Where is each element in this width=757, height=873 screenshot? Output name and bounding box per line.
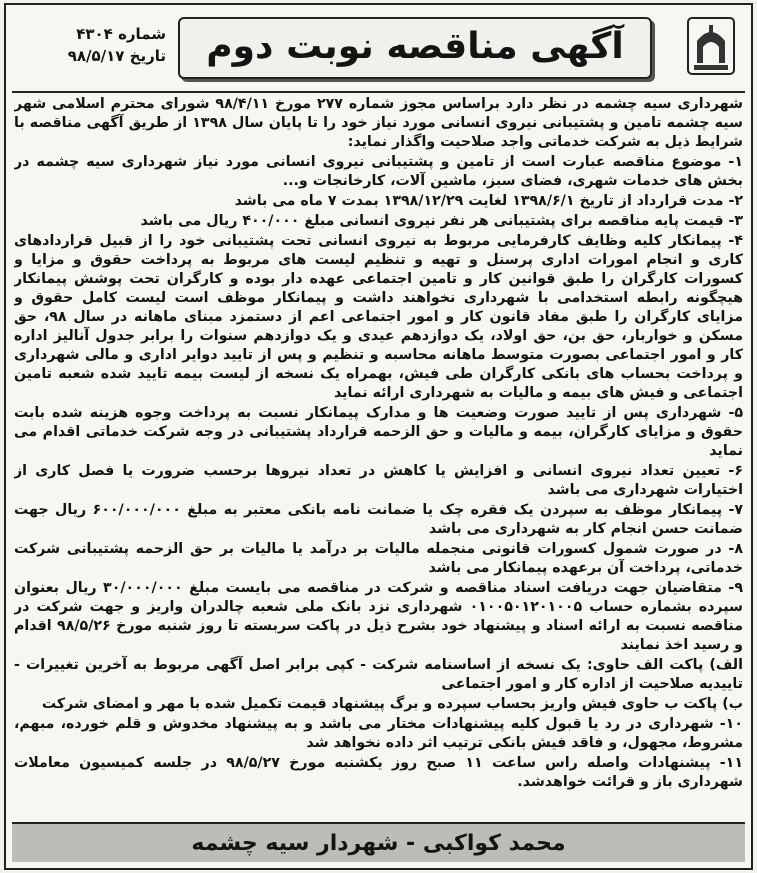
notice-meta: [16, 23, 166, 67]
notice-frame: [4, 3, 753, 870]
title-box: [178, 17, 652, 79]
clause-5: ۵- شهرداری پس از تایید صورت وضعیت ها و مدارک پیمانکار نسبت به پرداخت وجوه هزینه شده بابت حقوق و مزایای کارگران، بیمه و مالیات و حق الزحمه قرارداد پشتیبانی در وجه شرکت خدماتی اقدام می نماید: [14, 405, 743, 459]
clause-10: ۱۰- شهرداری در رد یا قبول کلیه پیشنهادات مختار می باشد و به پیشنهاد مخدوش و قلم خورده، مبهم، مشروط، مجهول، و فاقد فیش بانکی ترتیب اثر داده نخواهد شد: [14, 716, 743, 751]
signature-bar: [12, 822, 745, 862]
clause-2: ۲- مدت قرارداد از تاریخ ۱۳۹۸/۶/۱ لغایت ۱۳۹۸/۱۲/۲۹ بمدت ۷ ماه می باشد: [234, 193, 743, 209]
clause-7: ۷- پیمانکار موظف به سپردن یک فقره چک یا ضمانت نامه بانکی معتبر به مبلغ ۶۰۰/۰۰۰/۰۰۰ ریال جهت ضمانت حسن انجام کار به شهرداری می باشد: [14, 502, 743, 537]
notice-title: آگهی مناقصه نوبت دوم: [206, 26, 624, 67]
clause-4: ۴- پیمانکار کلیه وظایف کارفرمایی مربوط به نیروی انسانی تحت پشتیبانی خود را از قبیل قراردادهای کاری و انجام امورات اداری پرسنل و تهیه و تنظیم لیست های مربوط به پرداخت حقوق و مزایا و کسورات کارگران را طبق قوانین کار و تامین اجتماعی عهده دار بوده و کارگران تحت پوشش پیمانکار هیچگونه رابطه استخدامی با شهرداری نخواهند داشت و پیمانکار موظف است لیست کامل حقوق و مزایای کارگران را طبق مفاد قانون کار و امور اجتماعی اعم از دستمزد مبنای ماهانه در سال ۹۸، حق مسکن و خواربار، حق بن، حق اولاد، یک دوازدهم عیدی و یک دوازدهم سنوات را برابر جدول آنالیز اداره کار و امور اجتماعی بصورت متوسط ماهانه محاسبه و تنظیم و پس از تایید دوایر اداری و مالی شهرداری و پرداخت بحساب های بانکی کارگران طی فیش، بهمراه یک نسخه از لیست بیمه تایید شده شعبه تامین اجتماعی و فیش های بیمه و مالیات به شهرداری ارائه نماید: [14, 233, 743, 401]
clause-11: ۱۱- پیشنهادات واصله راس ساعت ۱۱ صبح روز یکشنبه مورخ ۹۸/۵/۲۷ در جلسه کمیسیون معاملات شهرداری باز و قرائت خواهدشد.: [14, 755, 743, 790]
clause-8: ۸- در صورت شمول کسورات قانونی منجمله مالیات بر درآمد یا مالیات بر حق الزحمه پشتیبانی شرکت خدماتی، پرداخت آن برعهده پیمانکار می باشد: [14, 541, 743, 576]
clause-3: ۳- قیمت پایه مناقصه برای پشتیبانی هر نفر نیروی انسانی مبلغ ۴۰۰/۰۰۰ ریال می باشد: [140, 213, 743, 229]
notice-header: [6, 5, 751, 87]
clause-be: ب) پاکت ب حاوی فیش واریز بحساب سپرده و برگ پیشنهاد قیمت تکمیل شده با مهر و امضای شرکت: [41, 696, 743, 712]
clause-1: ۱- موضوع مناقصه عبارت است از تامین و پشتیبانی نیروی انسانی مورد نیاز شهرداری سیه چشمه در بخش های خدمات شهری، فضای سبز، ماشین آلات، کارخانجات و...: [14, 154, 743, 189]
header-divider: [12, 91, 745, 93]
notice-date: تاریخ ۹۸/۵/۱۷: [67, 47, 166, 65]
notice-body: [14, 95, 743, 821]
intro-paragraph: شهرداری سیه چشمه در نظر دارد براساس مجوز شماره ۲۷۷ مورخ ۹۸/۴/۱۱ شورای محترم اسلامی شهر سیه چشمه تامین و پشتیبانی نیروی انسانی مورد نیاز خود را تا پایان سال ۱۳۹۸ از طریق آگهی مناقصه با شرایط ذیل به شرکت خدماتی واجد صلاحیت واگذار نماید:: [14, 96, 743, 150]
clause-9: ۹- متقاضیان جهت دریافت اسناد مناقصه و شرکت در مناقصه می بایست مبلغ ۳۰/۰۰۰/۰۰۰ ریال بعنوان سپرده بشماره حساب ۰۱۰۰۵۰۱۲۰۱۰۰۵ شهرداری نزد بانک ملی شعبه چالدران واریز و جهت شرکت در مناقصه نسبت به ارائه اسناد و پیشنهاد خود بشرح ذیل در پاکت سربسته تا روز شنبه مورخ ۹۸/۵/۲۶ اقدام و رسید اخذ نمایند: [14, 580, 743, 653]
clause-alef: الف) پاکت الف حاوی: یک نسخه از اساسنامه شرکت - کپی برابر اصل آگهی مربوط به آخرین تغییرات - تاییدیه صلاحیت از اداره کار و امور اجتماعی: [14, 657, 743, 692]
clause-6: ۶- تعیین تعداد نیروی انسانی و افزایش یا کاهش در تعداد نیروها برحسب ضرورت یا فصل کاری از اختیارات شهرداری می باشد: [14, 463, 743, 498]
municipality-emblem-icon: [685, 15, 737, 77]
notice-number: شماره ۴۳۰۴: [76, 25, 166, 43]
signature-text: محمد کواکبی - شهردار سیه چشمه: [191, 830, 566, 856]
